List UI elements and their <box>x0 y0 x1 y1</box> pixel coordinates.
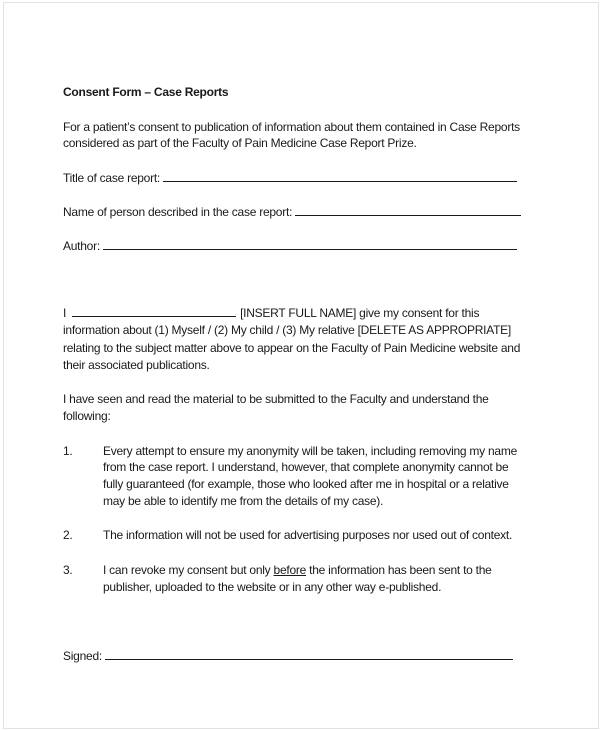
signed-field-label: Signed: <box>63 649 102 663</box>
consent-prefix: I <box>63 306 67 320</box>
item-3-line-2: publisher, uploaded to the website or in any other way e-published. <box>103 580 442 594</box>
form-title: Consent Form – Case Reports <box>63 85 229 99</box>
consent-line-4: their associated publications. <box>63 358 210 372</box>
item-2-line-1: The information will not be used for advertising purposes nor used out of context. <box>103 528 513 542</box>
item-1-line-3: fully guaranteed (for example, those who looked after me in hospital or a relative <box>103 477 509 491</box>
full-name-input[interactable] <box>72 305 236 317</box>
item-1-line-4: may be able to identify me from the details of my case). <box>103 494 384 508</box>
author-field-input[interactable] <box>103 238 517 250</box>
item-1-line-2: from the case report. I understand, however, that complete anonymity cannot be <box>103 460 509 474</box>
title-field-input[interactable] <box>163 170 517 182</box>
author-field <box>63 238 517 254</box>
understand-line-2: following: <box>63 409 111 423</box>
item-2-number: 2. <box>63 528 73 542</box>
name-field <box>63 204 521 220</box>
item-1-line-1: Every attempt to ensure my anonymity will be taken, including removing my name <box>103 444 518 458</box>
title-field-label: Title of case report: <box>63 171 161 185</box>
item-3-line-1 <box>103 562 492 578</box>
signed-field <box>63 648 513 664</box>
item-3-number: 3. <box>63 563 73 577</box>
intro-line-2: considered as part of the Faculty of Pain Medicine Case Report Prize. <box>63 136 417 150</box>
understand-line-1: I have seen and read the material to be submitted to the Faculty and understand the <box>63 392 489 406</box>
title-field <box>63 170 517 186</box>
item-1-number: 1. <box>63 444 73 458</box>
item-3-pre: I can revoke my consent but only <box>103 563 274 577</box>
consent-line-2: information about (1) Myself / (2) My child / (3) My relative [DELETE AS APPROPRIATE] <box>63 323 512 337</box>
consent-line-3: relating to the subject matter above to appear on the Faculty of Pain Medicine website and <box>63 341 521 355</box>
item-3-underlined: before <box>273 563 307 577</box>
intro-line-1: For a patient’s consent to publication of information about them contained in Case Reports <box>63 120 520 134</box>
author-field-label: Author: <box>63 239 100 253</box>
signature-input[interactable] <box>105 648 513 660</box>
consent-line-1-text: [INSERT FULL NAME] give my consent for this <box>240 306 480 320</box>
name-field-label: Name of person described in the case report: <box>63 205 293 219</box>
consent-line-1 <box>63 305 479 321</box>
item-3-post: the information has been sent to the <box>306 563 492 577</box>
name-field-input[interactable] <box>295 204 521 216</box>
